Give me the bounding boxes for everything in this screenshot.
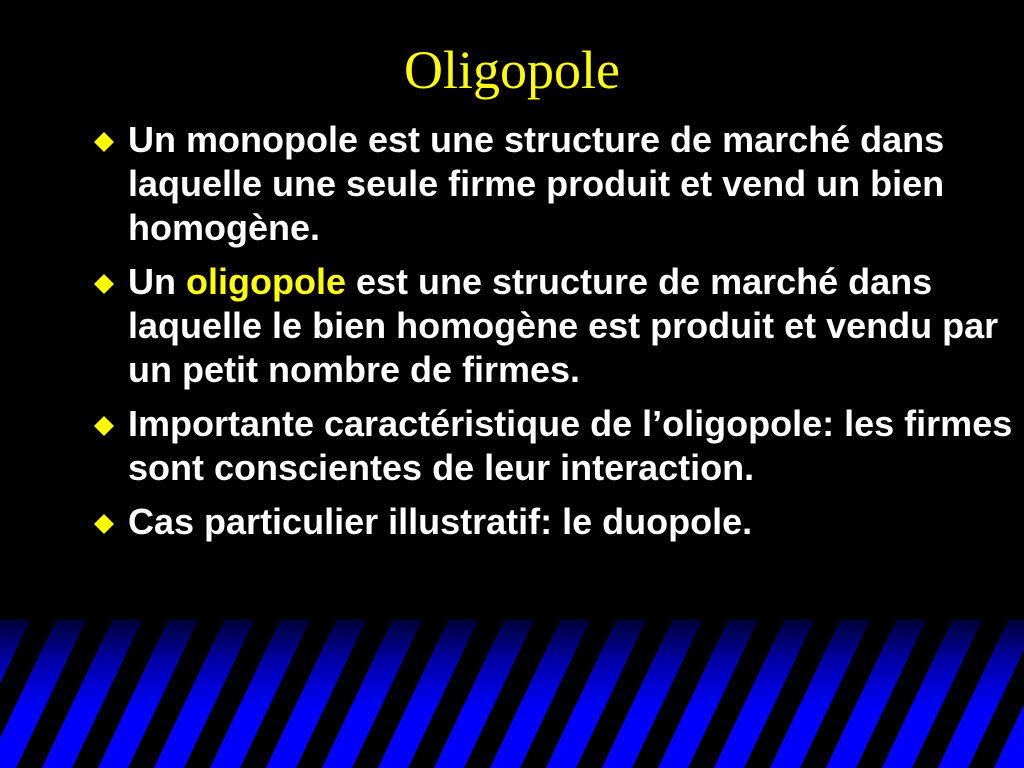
yellow-diamond-icon — [94, 514, 114, 534]
bullet-text: Importante caractéristique de l’oligopole: les firmes sont conscientes de leur interaction. — [128, 403, 1013, 488]
bullet-text-start: Un — [128, 261, 186, 302]
bullet-item — [90, 260, 1015, 392]
bullet-item — [90, 118, 1015, 250]
highlighted-term: oligopole — [186, 261, 346, 302]
bullet-text-end: est une structure de marché dans laquelle le bien homogène est produit et vendu par un petit nombre de firmes. — [128, 261, 999, 390]
bullet-text: Un monopole est une structure de marché dans laquelle une seule firme produit et vend un bien homogène. — [128, 119, 945, 248]
bullet-text: Cas particulier illustratif: le duopole. — [128, 501, 753, 542]
bullet-item — [90, 500, 1015, 544]
yellow-diamond-icon — [94, 416, 114, 436]
bullet-item — [90, 402, 1015, 490]
yellow-diamond-icon — [94, 132, 114, 152]
slide-title: Oligopole — [404, 40, 620, 100]
bullet-list — [90, 118, 1015, 554]
yellow-diamond-icon — [94, 274, 114, 294]
